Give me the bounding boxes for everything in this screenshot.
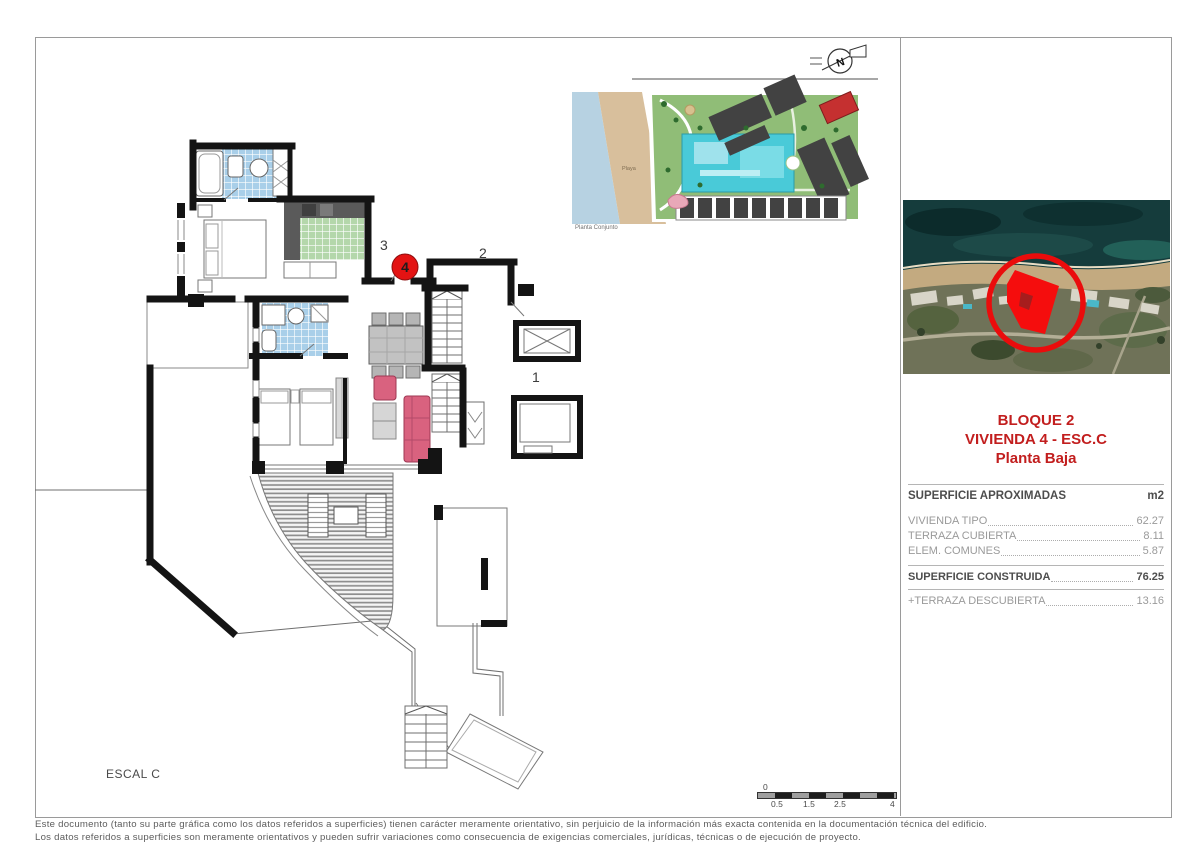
pillar [188, 294, 204, 307]
scale-tick: 2.5 [834, 799, 846, 809]
surface-table [908, 484, 1164, 609]
title-bloque: BLOQUE 2 [997, 412, 1075, 429]
closet [273, 149, 289, 196]
title-block [905, 411, 1167, 468]
scale-tick: 0.5 [771, 799, 783, 809]
table-extra-row: +TERRAZA DESCUBIERTA 13.16 [908, 595, 1164, 607]
kitchen [284, 202, 368, 278]
cooktop [302, 204, 316, 216]
table-row: VIVIENDA TIPO 62.27 [908, 515, 1164, 527]
pool-aerial [1087, 299, 1100, 307]
unit-badge [392, 254, 418, 280]
beach-label: Playa [622, 166, 636, 172]
washbasin-counter [262, 305, 285, 325]
terrace [250, 473, 393, 636]
pillar [518, 284, 534, 296]
nightstand [291, 390, 299, 403]
scale-tick: 1.5 [803, 799, 815, 809]
bathroom-2 [262, 303, 328, 356]
table-row: ELEM. COMUNES 5.87 [908, 545, 1164, 557]
unit-label-2: 2 [479, 245, 487, 261]
scale-tick: 4 [890, 799, 895, 809]
toilet [262, 330, 276, 351]
elevator [516, 323, 578, 359]
svg-text:N: N [834, 55, 847, 70]
bedroom-2 [259, 378, 348, 445]
site-boundary-lines [35, 302, 543, 789]
apartment-1-room [514, 398, 580, 456]
scale-bar [757, 782, 902, 812]
table-row: TERRAZA CUBIERTA 8.11 [908, 530, 1164, 542]
sink [288, 308, 304, 324]
unit-badge-number: 4 [401, 259, 409, 275]
title-planta: Planta Baja [995, 450, 1077, 467]
scale-zero: 0 [763, 782, 768, 792]
terrace-lounger [308, 494, 328, 537]
terrace-table [334, 507, 358, 524]
escalera-label: ESCAL C [106, 767, 161, 781]
table-total-row: SUPERFICIE CONSTRUIDA 76.25 [908, 571, 1164, 583]
title-vivienda: VIVIENDA 4 - ESC.C [965, 431, 1107, 448]
table-header: SUPERFICIE APROXIMADAS [908, 490, 1067, 502]
terrace-lounger [366, 494, 386, 537]
bedroom-1 [198, 205, 266, 292]
sink [250, 159, 268, 177]
living-room [369, 313, 430, 462]
disclaimer-line-1: Este documento (tanto su parte gráfica como los datos referidos a superficies) tienen carácter meramente orientativo, sin perjuicio de la información más exacta contenida en la documentación técnica del edificio. [35, 819, 988, 830]
unit-label-1: 1 [532, 369, 540, 385]
table-unit: m2 [1147, 490, 1164, 502]
dining-table [369, 326, 423, 364]
adjacent-room [434, 505, 507, 627]
unit-label-3: 3 [380, 237, 388, 253]
sofa [404, 396, 430, 462]
north-arrow-icon [810, 45, 866, 73]
scale-strip [757, 792, 897, 799]
site-plan-caption: Planta Conjunto [575, 225, 618, 231]
bathtub [196, 151, 223, 196]
site-map [572, 74, 871, 224]
aerial-photo [903, 200, 1170, 374]
external-stairs [405, 706, 447, 768]
armchair [374, 376, 396, 400]
site-plan-map [560, 40, 880, 232]
kitchen-sink [320, 204, 333, 216]
disclaimer-line-2: Los datos referidos a superficies son meramente orientativos y pueden sufrir variaciones como consecuencia de exigencias comerciales, jurídicas, técnicas o de ejecución de proyecto. [35, 832, 861, 843]
toilet [228, 156, 243, 177]
